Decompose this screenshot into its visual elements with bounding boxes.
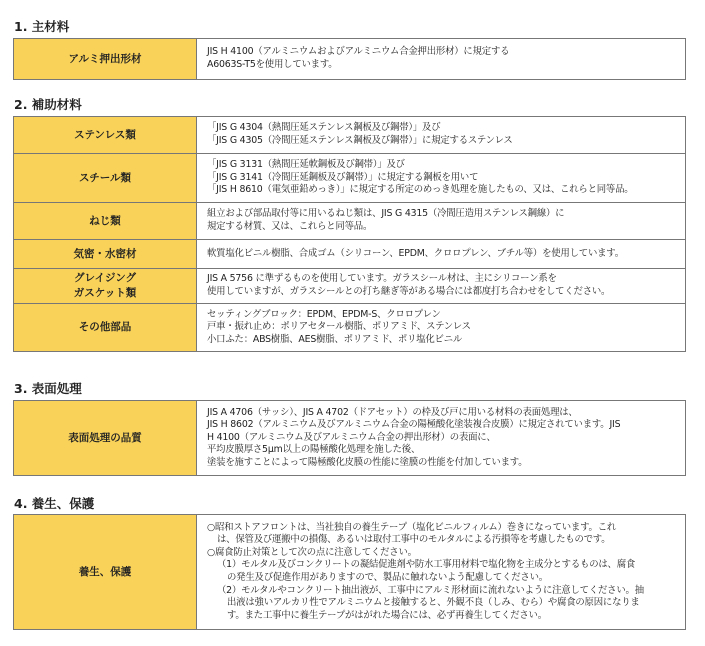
row-label: 気密・水密材 [14,240,197,269]
table-row [14,269,686,304]
row-label: 養生、保護 [14,515,197,630]
row-value: セッティングブロック：EPDM、EPDM-S、クロロプレン 戸車・振れ止め：ポリアセタール樹脂、ポリアミド、ステンレス 小口ふた：ABS樹脂、AES樹脂、ポリアミド、ポリ塩化ビニル [197,304,686,352]
surface-treatment-table [13,400,686,476]
section-title-main-material: 1. 主材料 [14,19,70,34]
row-label: アルミ押出形材 [14,39,197,80]
table-row [14,304,686,352]
row-label: スチール類 [14,154,197,203]
section-title-surface-treatment: 3. 表面処理 [14,381,82,396]
row-label: その他部品 [14,304,197,352]
row-label: ねじ類 [14,203,197,240]
row-label: 表面処理の品質 [14,401,197,476]
section-title-curing-protection: 4. 養生、保護 [14,496,95,511]
row-label: グレイジング ガスケット類 [14,269,197,304]
row-value: 組立および部品取付等に用いるねじ類は、JIS G 4315（冷間圧造用ステンレス鋼線）に 規定する材質、又は、これらと同等品。 [197,203,686,240]
table-row [14,515,686,630]
row-value: 「JIS G 4304（熱間圧延ステンレス鋼板及び鋼帯）」及び 「JIS G 4305（冷間圧延ステンレス鋼板及び鋼帯）」に規定するステンレス [197,117,686,154]
auxiliary-material-table [13,116,686,352]
table-row [14,203,686,240]
curing-protection-table [13,514,686,630]
table-row [14,401,686,476]
table-row [14,154,686,203]
section-title-auxiliary-material: 2. 補助材料 [14,97,82,112]
row-value: JIS A 4706（サッシ）、JIS A 4702（ドアセット）の枠及び戸に用いる材料の表面処理は、 JIS H 8602（アルミニウム及びアルミニウム合金の陽極酸化塗装複合皮膜）に規定されています。JIS H 4100（アルミニウム及びアルミニウム合金の押出形材）の表面に、 平均皮膜厚さ5μm以上の陽極酸化処理を施した後、 塗装を施すことによって陽極酸化皮膜の性能に塗膜の性能を付加しています。 [197,401,686,476]
row-label: ステンレス類 [14,117,197,154]
row-value: JIS H 4100（アルミニウムおよびアルミニウム合金押出形材）に規定する A6063S-T5を使用しています。 [197,39,686,80]
row-value: JIS A 5756 に準ずるものを使用しています。ガラスシール材は、主にシリコーン系を 使用していますが、ガラスシールとの打ち継ぎ等がある場合には都度打ち合わせをしてください。 [197,269,686,304]
table-row [14,39,686,80]
row-value: 「JIS G 3131（熱間圧延軟鋼板及び鋼帯）」及び 「JIS G 3141（冷間圧延鋼板及び鋼帯）」に規定する鋼板を用いて 「JIS H 8610（電気亜鉛めっき）」に規定する所定のめっき処理を施したもの、又は、これらと同等品。 [197,154,686,203]
row-value: 軟質塩化ビニル樹脂、合成ゴム（シリコーン、EPDM、クロロプレン、ブチル等）を使用しています。 [197,240,686,269]
row-value: ○昭和ストアフロントは、当社独自の養生テープ（塩化ビニルフィルム）巻きになっています。これ は、保管及び運搬中の損傷、あるいは取付工事中のモルタルによる汚損等を考慮したものです。 ○腐食防止対策として次の点に注意してください。 （1）モルタル及びコンクリートの凝結促進剤や防水工事用材料で塩化物を主成分とするものは、腐食 の発生及び促進作用がありますので、製品に触れないよう配慮してください。 （2）モルタルやコンクリート抽出液が、工事中にアルミ形材面に流れないように注意してください。抽 出液は強いアルカリ性でアルミニウムと接触すると、外観不良（しみ、むら）や腐食の原因になりま す。また工事中に養生テープがはがれた場合には、必ず再養生してください。 [197,515,686,630]
main-material-table [13,38,686,80]
table-row [14,240,686,269]
table-row [14,117,686,154]
